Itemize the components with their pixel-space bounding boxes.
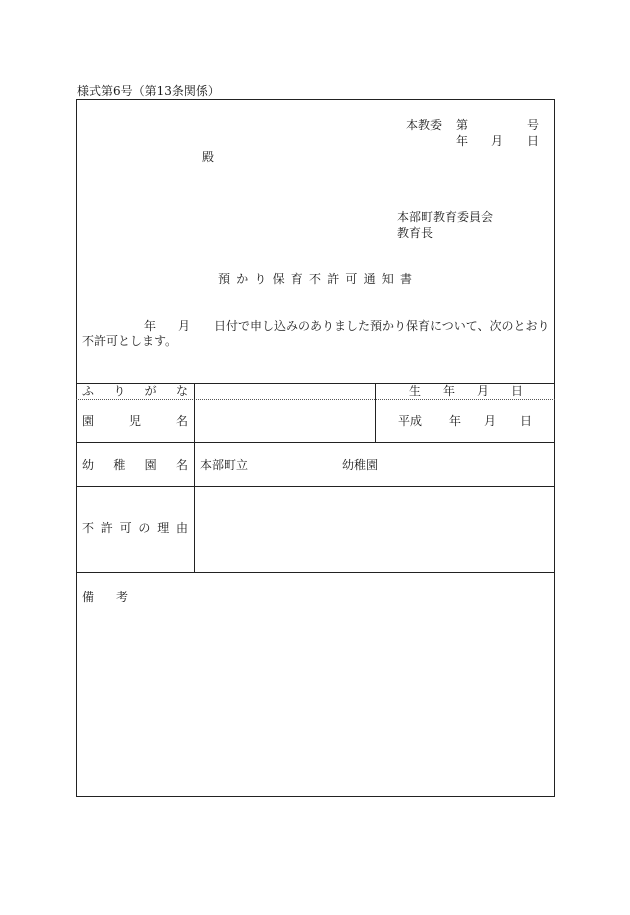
document-title: 預かり保育不許可通知書 [218, 272, 419, 286]
reason-label: 不 許 可 の 理 由 [82, 521, 188, 535]
date-day: 日 [527, 134, 540, 148]
addressee-suffix: 殿 [202, 150, 215, 164]
birth-date-header: 生 年 月 日 [409, 384, 523, 398]
furigana-label: ふ り が な [82, 384, 188, 398]
reason-field[interactable] [196, 488, 553, 571]
form-caption: 様式第6号（第13条関係） [77, 84, 220, 98]
remarks-label: 備 考 [82, 590, 128, 604]
date-month: 月 [491, 134, 504, 148]
body-month: 月 [178, 319, 191, 333]
doc-number-dai: 第 [456, 118, 469, 132]
kindergarten-row-rule [76, 486, 555, 487]
birth-column-rule [375, 383, 376, 442]
issuer-title: 教育長 [397, 226, 434, 240]
kindergarten-label: 幼 稚 園 名 [82, 458, 188, 472]
child-name-field[interactable] [196, 401, 373, 441]
body-text-line2: 不許可とします。 [82, 334, 178, 348]
remarks-field[interactable] [78, 608, 553, 794]
birth-year: 年 [449, 414, 462, 428]
furigana-divider [76, 399, 555, 400]
birth-day: 日 [520, 414, 533, 428]
child-name-label: 園 児 名 [82, 414, 188, 428]
furigana-field[interactable] [196, 385, 373, 398]
doc-number-org: 本教委 [406, 118, 443, 132]
body-year: 年 [144, 319, 157, 333]
issuer-org: 本部町教育委員会 [397, 210, 494, 224]
birth-month: 月 [484, 414, 497, 428]
birth-era: 平成 [398, 414, 423, 428]
kindergarten-town: 本部町立 [200, 458, 249, 472]
body-text-line1: 日付で申し込みのありました預かり保育について、次のとおり [214, 319, 550, 333]
child-row-rule [76, 442, 555, 443]
doc-number-go: 号 [527, 118, 540, 132]
reason-row-rule [76, 572, 555, 573]
kindergarten-suffix: 幼稚園 [342, 458, 379, 472]
date-year: 年 [456, 134, 469, 148]
label-column-rule [194, 383, 195, 572]
